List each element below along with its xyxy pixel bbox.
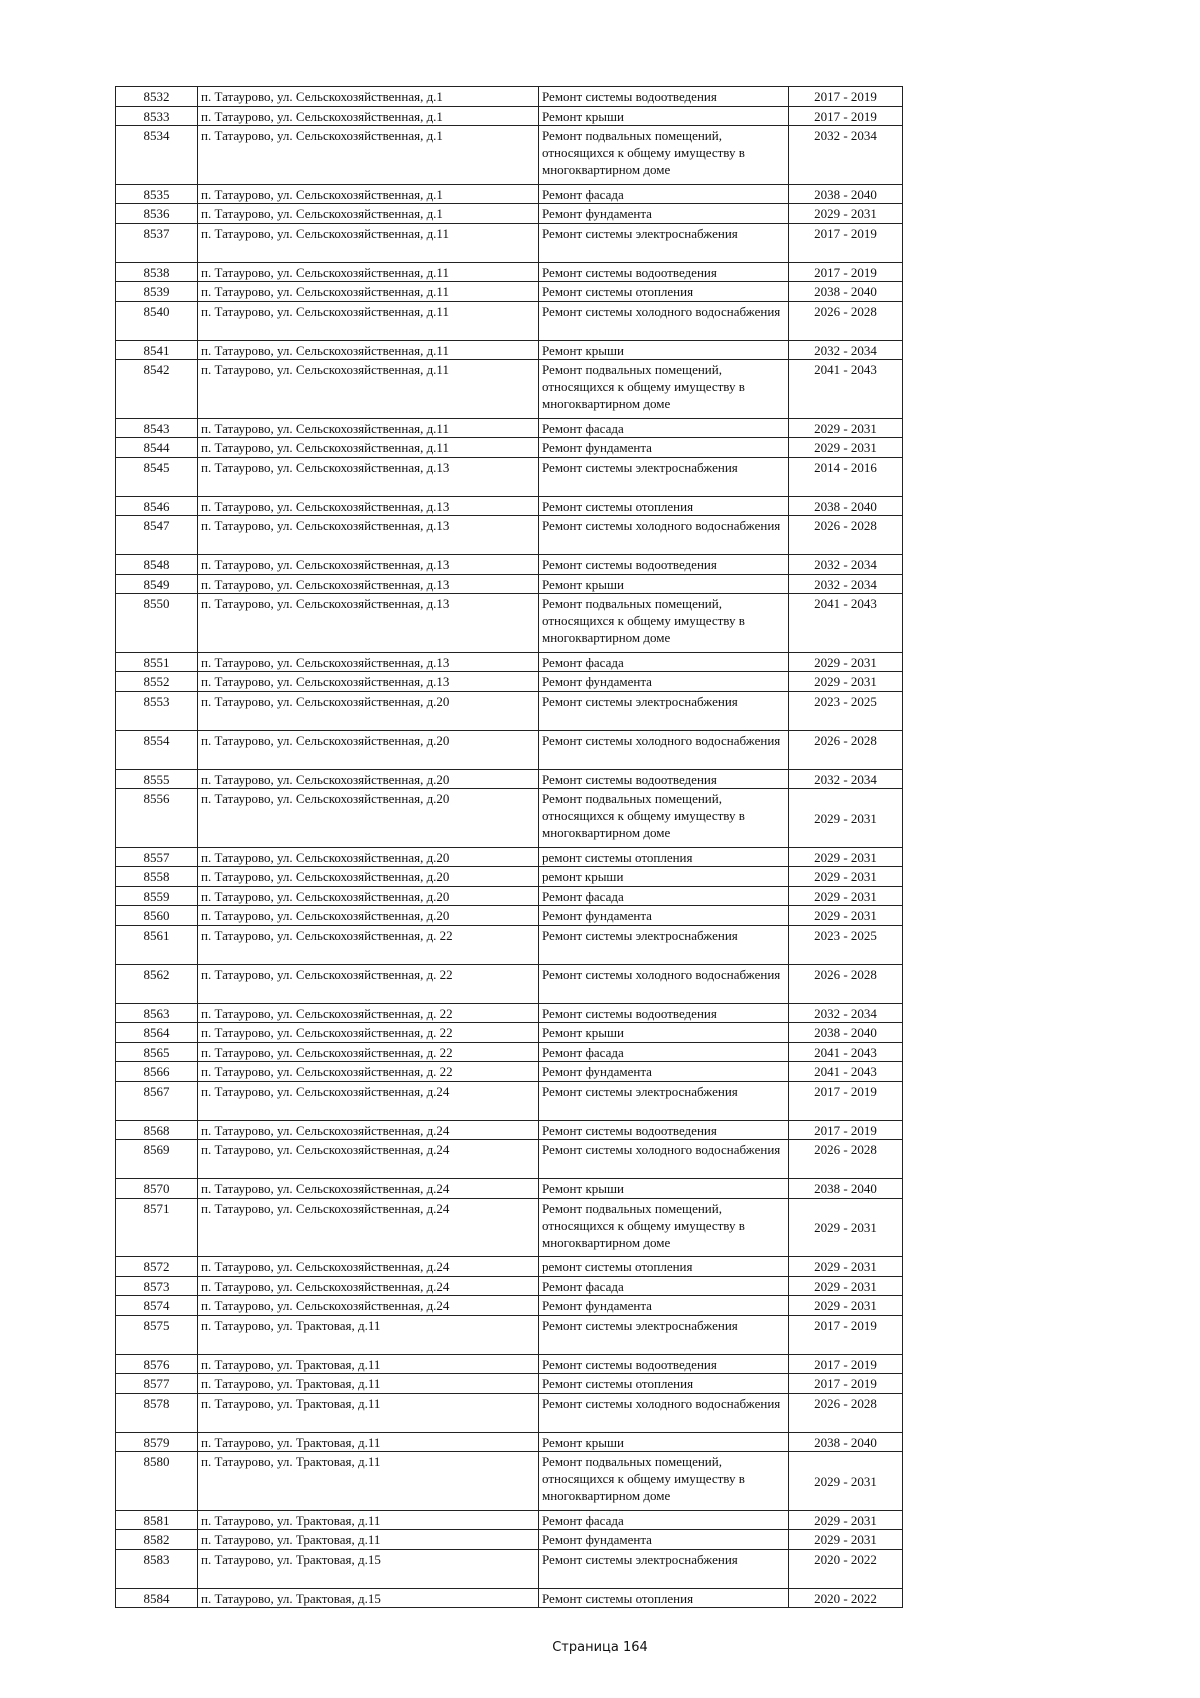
row-number-cell: 8538 bbox=[116, 262, 198, 282]
table-row bbox=[116, 1530, 903, 1550]
address-cell: п. Татаурово, ул. Трактовая, д.11 bbox=[198, 1374, 539, 1394]
period-cell: 2026 - 2028 bbox=[789, 301, 903, 340]
work-type-cell: Ремонт фасада bbox=[539, 1276, 789, 1296]
work-type-cell: Ремонт подвальных помещений, относящихся к общему имуществу в многоквартирном доме bbox=[539, 594, 789, 653]
work-type-cell: Ремонт системы водоотведения bbox=[539, 262, 789, 282]
row-number-cell: 8558 bbox=[116, 867, 198, 887]
work-type-cell: Ремонт крыши bbox=[539, 1432, 789, 1452]
work-type-cell: Ремонт подвальных помещений, относящихся к общему имуществу в многоквартирном доме bbox=[539, 789, 789, 848]
period-cell: 2029 - 2031 bbox=[789, 1296, 903, 1316]
address-cell: п. Татаурово, ул. Трактовая, д.11 bbox=[198, 1315, 539, 1354]
period-cell: 2017 - 2019 bbox=[789, 1081, 903, 1120]
work-type-cell: Ремонт фасада bbox=[539, 418, 789, 438]
work-type-cell: Ремонт системы холодного водоснабжения bbox=[539, 964, 789, 1003]
table-row bbox=[116, 516, 903, 555]
table-row bbox=[116, 1432, 903, 1452]
table-row bbox=[116, 555, 903, 575]
address-cell: п. Татаурово, ул. Сельскохозяйственная, д. 22 bbox=[198, 1003, 539, 1023]
row-number-cell: 8569 bbox=[116, 1140, 198, 1179]
work-type-cell: Ремонт фундамента bbox=[539, 438, 789, 458]
table-row bbox=[116, 418, 903, 438]
period-cell: 2029 - 2031 bbox=[789, 1276, 903, 1296]
row-number-cell: 8562 bbox=[116, 964, 198, 1003]
address-cell: п. Татаурово, ул. Сельскохозяйственная, д.11 bbox=[198, 360, 539, 419]
row-number-cell: 8547 bbox=[116, 516, 198, 555]
row-number-cell: 8583 bbox=[116, 1549, 198, 1588]
row-number-cell: 8533 bbox=[116, 106, 198, 126]
address-cell: п. Татаурово, ул. Сельскохозяйственная, д. 22 bbox=[198, 925, 539, 964]
work-type-cell: Ремонт системы водоотведения bbox=[539, 555, 789, 575]
period-cell: 2029 - 2031 bbox=[789, 1452, 903, 1511]
table-row bbox=[116, 906, 903, 926]
address-cell: п. Татаурово, ул. Сельскохозяйственная, д.13 bbox=[198, 672, 539, 692]
period-cell: 2020 - 2022 bbox=[789, 1549, 903, 1588]
table-row bbox=[116, 87, 903, 107]
period-cell: 2017 - 2019 bbox=[789, 87, 903, 107]
row-number-cell: 8537 bbox=[116, 223, 198, 262]
address-cell: п. Татаурово, ул. Сельскохозяйственная, д.1 bbox=[198, 106, 539, 126]
work-type-cell: Ремонт системы водоотведения bbox=[539, 1120, 789, 1140]
table-row bbox=[116, 1393, 903, 1432]
period-cell: 2029 - 2031 bbox=[789, 438, 903, 458]
address-cell: п. Татаурово, ул. Сельскохозяйственная, д.13 bbox=[198, 457, 539, 496]
work-type-cell: Ремонт фундамента bbox=[539, 1530, 789, 1550]
table-row bbox=[116, 672, 903, 692]
work-type-cell: Ремонт крыши bbox=[539, 1179, 789, 1199]
work-type-cell: Ремонт системы водоотведения bbox=[539, 1354, 789, 1374]
table-row bbox=[116, 867, 903, 887]
work-type-cell: Ремонт системы холодного водоснабжения bbox=[539, 516, 789, 555]
work-type-cell: Ремонт системы электроснабжения bbox=[539, 1549, 789, 1588]
work-type-cell: Ремонт фасада bbox=[539, 1042, 789, 1062]
address-cell: п. Татаурово, ул. Сельскохозяйственная, д.1 bbox=[198, 87, 539, 107]
period-cell: 2029 - 2031 bbox=[789, 1198, 903, 1257]
address-cell: п. Татаурово, ул. Сельскохозяйственная, д.1 bbox=[198, 204, 539, 224]
table-row bbox=[116, 204, 903, 224]
row-number-cell: 8535 bbox=[116, 184, 198, 204]
period-cell: 2029 - 2031 bbox=[789, 1510, 903, 1530]
period-cell: 2041 - 2043 bbox=[789, 594, 903, 653]
work-type-cell: Ремонт подвальных помещений, относящихся к общему имуществу в многоквартирном доме bbox=[539, 360, 789, 419]
row-number-cell: 8540 bbox=[116, 301, 198, 340]
row-number-cell: 8555 bbox=[116, 769, 198, 789]
work-type-cell: Ремонт системы водоотведения bbox=[539, 1003, 789, 1023]
table-row bbox=[116, 847, 903, 867]
work-type-cell: ремонт системы отопления bbox=[539, 847, 789, 867]
table-body bbox=[116, 87, 903, 1608]
period-cell: 2029 - 2031 bbox=[789, 1530, 903, 1550]
row-number-cell: 8567 bbox=[116, 1081, 198, 1120]
table-row bbox=[116, 574, 903, 594]
table-row bbox=[116, 1023, 903, 1043]
address-cell: п. Татаурово, ул. Сельскохозяйственная, д.20 bbox=[198, 906, 539, 926]
work-type-cell: Ремонт фундамента bbox=[539, 672, 789, 692]
address-cell: п. Татаурово, ул. Сельскохозяйственная, д.11 bbox=[198, 438, 539, 458]
row-number-cell: 8568 bbox=[116, 1120, 198, 1140]
row-number-cell: 8539 bbox=[116, 282, 198, 302]
row-number-cell: 8552 bbox=[116, 672, 198, 692]
address-cell: п. Татаурово, ул. Сельскохозяйственная, д.20 bbox=[198, 789, 539, 848]
row-number-cell: 8544 bbox=[116, 438, 198, 458]
period-cell: 2038 - 2040 bbox=[789, 184, 903, 204]
table-row bbox=[116, 126, 903, 185]
row-number-cell: 8543 bbox=[116, 418, 198, 438]
work-type-cell: Ремонт подвальных помещений, относящихся к общему имуществу в многоквартирном доме bbox=[539, 1452, 789, 1511]
period-cell: 2020 - 2022 bbox=[789, 1588, 903, 1608]
table-row bbox=[116, 691, 903, 730]
work-type-cell: Ремонт фасада bbox=[539, 184, 789, 204]
work-type-cell: Ремонт фундамента bbox=[539, 204, 789, 224]
address-cell: п. Татаурово, ул. Трактовая, д.11 bbox=[198, 1354, 539, 1374]
row-number-cell: 8559 bbox=[116, 886, 198, 906]
address-cell: п. Татаурово, ул. Сельскохозяйственная, д.1 bbox=[198, 126, 539, 185]
work-type-cell: Ремонт системы электроснабжения bbox=[539, 223, 789, 262]
period-cell: 2017 - 2019 bbox=[789, 106, 903, 126]
table-row bbox=[116, 594, 903, 653]
row-number-cell: 8560 bbox=[116, 906, 198, 926]
address-cell: п. Татаурово, ул. Сельскохозяйственная, д.11 bbox=[198, 340, 539, 360]
address-cell: п. Татаурово, ул. Сельскохозяйственная, д.24 bbox=[198, 1140, 539, 1179]
table-row bbox=[116, 457, 903, 496]
address-cell: п. Татаурово, ул. Сельскохозяйственная, д.13 bbox=[198, 594, 539, 653]
table-row bbox=[116, 1062, 903, 1082]
period-cell: 2029 - 2031 bbox=[789, 906, 903, 926]
period-cell: 2029 - 2031 bbox=[789, 847, 903, 867]
row-number-cell: 8577 bbox=[116, 1374, 198, 1394]
address-cell: п. Татаурово, ул. Сельскохозяйственная, д.13 bbox=[198, 516, 539, 555]
repair-schedule-table bbox=[115, 86, 903, 1608]
address-cell: п. Татаурово, ул. Трактовая, д.11 bbox=[198, 1393, 539, 1432]
period-cell: 2026 - 2028 bbox=[789, 516, 903, 555]
period-cell: 2023 - 2025 bbox=[789, 925, 903, 964]
work-type-cell: ремонт крыши bbox=[539, 867, 789, 887]
table-row bbox=[116, 184, 903, 204]
address-cell: п. Татаурово, ул. Сельскохозяйственная, д.11 bbox=[198, 301, 539, 340]
row-number-cell: 8576 bbox=[116, 1354, 198, 1374]
row-number-cell: 8561 bbox=[116, 925, 198, 964]
table-row bbox=[116, 1257, 903, 1277]
address-cell: п. Татаурово, ул. Сельскохозяйственная, д. 22 bbox=[198, 1042, 539, 1062]
row-number-cell: 8556 bbox=[116, 789, 198, 848]
address-cell: п. Татаурово, ул. Сельскохозяйственная, д.20 bbox=[198, 769, 539, 789]
row-number-cell: 8571 bbox=[116, 1198, 198, 1257]
table-row bbox=[116, 360, 903, 419]
work-type-cell: Ремонт системы холодного водоснабжения bbox=[539, 1140, 789, 1179]
table-row bbox=[116, 106, 903, 126]
work-type-cell: Ремонт крыши bbox=[539, 574, 789, 594]
address-cell: п. Татаурово, ул. Трактовая, д.15 bbox=[198, 1588, 539, 1608]
work-type-cell: Ремонт крыши bbox=[539, 106, 789, 126]
table-row bbox=[116, 340, 903, 360]
table-row bbox=[116, 282, 903, 302]
work-type-cell: Ремонт системы отопления bbox=[539, 282, 789, 302]
period-cell: 2038 - 2040 bbox=[789, 1023, 903, 1043]
table-row bbox=[116, 1276, 903, 1296]
work-type-cell: Ремонт фасада bbox=[539, 652, 789, 672]
address-cell: п. Татаурово, ул. Трактовая, д.11 bbox=[198, 1530, 539, 1550]
period-cell: 2029 - 2031 bbox=[789, 418, 903, 438]
work-type-cell: Ремонт системы отопления bbox=[539, 496, 789, 516]
period-cell: 2041 - 2043 bbox=[789, 1042, 903, 1062]
period-cell: 2032 - 2034 bbox=[789, 574, 903, 594]
period-cell: 2017 - 2019 bbox=[789, 1315, 903, 1354]
table-row bbox=[116, 789, 903, 848]
table-row bbox=[116, 1120, 903, 1140]
address-cell: п. Татаурово, ул. Сельскохозяйственная, д.11 bbox=[198, 262, 539, 282]
table-row bbox=[116, 886, 903, 906]
address-cell: п. Татаурово, ул. Сельскохозяйственная, д.13 bbox=[198, 496, 539, 516]
work-type-cell: Ремонт системы водоотведения bbox=[539, 87, 789, 107]
table-row bbox=[116, 1374, 903, 1394]
row-number-cell: 8573 bbox=[116, 1276, 198, 1296]
address-cell: п. Татаурово, ул. Сельскохозяйственная, д.11 bbox=[198, 418, 539, 438]
table-row bbox=[116, 1179, 903, 1199]
row-number-cell: 8554 bbox=[116, 730, 198, 769]
address-cell: п. Татаурово, ул. Сельскохозяйственная, д.20 bbox=[198, 691, 539, 730]
work-type-cell: Ремонт крыши bbox=[539, 1023, 789, 1043]
row-number-cell: 8550 bbox=[116, 594, 198, 653]
row-number-cell: 8553 bbox=[116, 691, 198, 730]
table-row bbox=[116, 496, 903, 516]
work-type-cell: Ремонт системы холодного водоснабжения bbox=[539, 301, 789, 340]
table-row bbox=[116, 438, 903, 458]
period-cell: 2023 - 2025 bbox=[789, 691, 903, 730]
address-cell: п. Татаурово, ул. Трактовая, д.11 bbox=[198, 1510, 539, 1530]
period-cell: 2026 - 2028 bbox=[789, 964, 903, 1003]
work-type-cell: Ремонт фасада bbox=[539, 886, 789, 906]
table-row bbox=[116, 1315, 903, 1354]
period-cell: 2029 - 2031 bbox=[789, 867, 903, 887]
period-cell: 2041 - 2043 bbox=[789, 360, 903, 419]
work-type-cell: Ремонт системы водоотведения bbox=[539, 769, 789, 789]
work-type-cell: Ремонт системы холодного водоснабжения bbox=[539, 730, 789, 769]
row-number-cell: 8582 bbox=[116, 1530, 198, 1550]
row-number-cell: 8578 bbox=[116, 1393, 198, 1432]
work-type-cell: Ремонт системы электроснабжения bbox=[539, 457, 789, 496]
work-type-cell: Ремонт подвальных помещений, относящихся к общему имуществу в многоквартирном доме bbox=[539, 126, 789, 185]
address-cell: п. Татаурово, ул. Сельскохозяйственная, д.13 bbox=[198, 652, 539, 672]
period-cell: 2029 - 2031 bbox=[789, 789, 903, 848]
address-cell: п. Татаурово, ул. Сельскохозяйственная, д.24 bbox=[198, 1081, 539, 1120]
address-cell: п. Татаурово, ул. Сельскохозяйственная, д.24 bbox=[198, 1198, 539, 1257]
page-number: Страница 164 bbox=[552, 1640, 648, 1655]
row-number-cell: 8542 bbox=[116, 360, 198, 419]
table-row bbox=[116, 964, 903, 1003]
row-number-cell: 8557 bbox=[116, 847, 198, 867]
work-type-cell: Ремонт системы электроснабжения bbox=[539, 1081, 789, 1120]
table-row bbox=[116, 1549, 903, 1588]
address-cell: п. Татаурово, ул. Сельскохозяйственная, д.24 bbox=[198, 1296, 539, 1316]
table-row bbox=[116, 925, 903, 964]
table-row bbox=[116, 1296, 903, 1316]
row-number-cell: 8579 bbox=[116, 1432, 198, 1452]
period-cell: 2017 - 2019 bbox=[789, 262, 903, 282]
table-row bbox=[116, 652, 903, 672]
address-cell: п. Татаурово, ул. Сельскохозяйственная, д.20 bbox=[198, 886, 539, 906]
row-number-cell: 8549 bbox=[116, 574, 198, 594]
row-number-cell: 8584 bbox=[116, 1588, 198, 1608]
row-number-cell: 8548 bbox=[116, 555, 198, 575]
period-cell: 2029 - 2031 bbox=[789, 652, 903, 672]
period-cell: 2029 - 2031 bbox=[789, 672, 903, 692]
address-cell: п. Татаурово, ул. Сельскохозяйственная, д.11 bbox=[198, 282, 539, 302]
period-cell: 2029 - 2031 bbox=[789, 1257, 903, 1277]
row-number-cell: 8580 bbox=[116, 1452, 198, 1511]
work-type-cell: Ремонт системы электроснабжения bbox=[539, 925, 789, 964]
work-type-cell: Ремонт фундамента bbox=[539, 906, 789, 926]
table-row bbox=[116, 1081, 903, 1120]
table-row bbox=[116, 769, 903, 789]
period-cell: 2038 - 2040 bbox=[789, 496, 903, 516]
work-type-cell: Ремонт системы электроснабжения bbox=[539, 1315, 789, 1354]
work-type-cell: Ремонт крыши bbox=[539, 340, 789, 360]
address-cell: п. Татаурово, ул. Сельскохозяйственная, д.20 bbox=[198, 730, 539, 769]
period-cell: 2038 - 2040 bbox=[789, 1432, 903, 1452]
table-row bbox=[116, 1140, 903, 1179]
table-row bbox=[116, 262, 903, 282]
row-number-cell: 8564 bbox=[116, 1023, 198, 1043]
row-number-cell: 8551 bbox=[116, 652, 198, 672]
row-number-cell: 8534 bbox=[116, 126, 198, 185]
row-number-cell: 8536 bbox=[116, 204, 198, 224]
period-cell: 2026 - 2028 bbox=[789, 1140, 903, 1179]
table-row bbox=[116, 301, 903, 340]
period-cell: 2032 - 2034 bbox=[789, 126, 903, 185]
period-cell: 2026 - 2028 bbox=[789, 730, 903, 769]
address-cell: п. Татаурово, ул. Трактовая, д.11 bbox=[198, 1432, 539, 1452]
row-number-cell: 8532 bbox=[116, 87, 198, 107]
period-cell: 2017 - 2019 bbox=[789, 1120, 903, 1140]
period-cell: 2014 - 2016 bbox=[789, 457, 903, 496]
work-type-cell: Ремонт фундамента bbox=[539, 1062, 789, 1082]
work-type-cell: ремонт системы отопления bbox=[539, 1257, 789, 1277]
period-cell: 2017 - 2019 bbox=[789, 1374, 903, 1394]
row-number-cell: 8545 bbox=[116, 457, 198, 496]
row-number-cell: 8563 bbox=[116, 1003, 198, 1023]
period-cell: 2032 - 2034 bbox=[789, 555, 903, 575]
period-cell: 2038 - 2040 bbox=[789, 1179, 903, 1199]
period-cell: 2032 - 2034 bbox=[789, 340, 903, 360]
row-number-cell: 8566 bbox=[116, 1062, 198, 1082]
address-cell: п. Татаурово, ул. Сельскохозяйственная, д.24 bbox=[198, 1276, 539, 1296]
row-number-cell: 8565 bbox=[116, 1042, 198, 1062]
row-number-cell: 8541 bbox=[116, 340, 198, 360]
address-cell: п. Татаурово, ул. Сельскохозяйственная, д. 22 bbox=[198, 964, 539, 1003]
table-row bbox=[116, 223, 903, 262]
period-cell: 2032 - 2034 bbox=[789, 769, 903, 789]
table-row bbox=[116, 730, 903, 769]
address-cell: п. Татаурово, ул. Сельскохозяйственная, д.11 bbox=[198, 223, 539, 262]
address-cell: п. Татаурово, ул. Сельскохозяйственная, д.24 bbox=[198, 1179, 539, 1199]
work-type-cell: Ремонт фундамента bbox=[539, 1296, 789, 1316]
period-cell: 2032 - 2034 bbox=[789, 1003, 903, 1023]
row-number-cell: 8575 bbox=[116, 1315, 198, 1354]
row-number-cell: 8572 bbox=[116, 1257, 198, 1277]
address-cell: п. Татаурово, ул. Сельскохозяйственная, д.20 bbox=[198, 867, 539, 887]
work-type-cell: Ремонт системы отопления bbox=[539, 1588, 789, 1608]
table-row bbox=[116, 1042, 903, 1062]
period-cell: 2029 - 2031 bbox=[789, 886, 903, 906]
period-cell: 2041 - 2043 bbox=[789, 1062, 903, 1082]
table-row bbox=[116, 1510, 903, 1530]
work-type-cell: Ремонт подвальных помещений, относящихся к общему имуществу в многоквартирном доме bbox=[539, 1198, 789, 1257]
table-row bbox=[116, 1354, 903, 1374]
row-number-cell: 8546 bbox=[116, 496, 198, 516]
work-type-cell: Ремонт фасада bbox=[539, 1510, 789, 1530]
table-row bbox=[116, 1588, 903, 1608]
period-cell: 2026 - 2028 bbox=[789, 1393, 903, 1432]
period-cell: 2017 - 2019 bbox=[789, 223, 903, 262]
period-cell: 2038 - 2040 bbox=[789, 282, 903, 302]
table-row bbox=[116, 1003, 903, 1023]
period-cell: 2017 - 2019 bbox=[789, 1354, 903, 1374]
address-cell: п. Татаурово, ул. Сельскохозяйственная, д.13 bbox=[198, 555, 539, 575]
row-number-cell: 8581 bbox=[116, 1510, 198, 1530]
address-cell: п. Татаурово, ул. Сельскохозяйственная, д.24 bbox=[198, 1257, 539, 1277]
address-cell: п. Татаурово, ул. Сельскохозяйственная, д.20 bbox=[198, 847, 539, 867]
table-row bbox=[116, 1198, 903, 1257]
address-cell: п. Татаурово, ул. Сельскохозяйственная, д. 22 bbox=[198, 1062, 539, 1082]
work-type-cell: Ремонт системы холодного водоснабжения bbox=[539, 1393, 789, 1432]
address-cell: п. Татаурово, ул. Сельскохозяйственная, д.24 bbox=[198, 1120, 539, 1140]
address-cell: п. Татаурово, ул. Трактовая, д.15 bbox=[198, 1549, 539, 1588]
work-type-cell: Ремонт системы отопления bbox=[539, 1374, 789, 1394]
address-cell: п. Татаурово, ул. Сельскохозяйственная, д. 22 bbox=[198, 1023, 539, 1043]
table-row bbox=[116, 1452, 903, 1511]
address-cell: п. Татаурово, ул. Трактовая, д.11 bbox=[198, 1452, 539, 1511]
row-number-cell: 8570 bbox=[116, 1179, 198, 1199]
row-number-cell: 8574 bbox=[116, 1296, 198, 1316]
period-cell: 2029 - 2031 bbox=[789, 204, 903, 224]
address-cell: п. Татаурово, ул. Сельскохозяйственная, д.1 bbox=[198, 184, 539, 204]
work-type-cell: Ремонт системы электроснабжения bbox=[539, 691, 789, 730]
address-cell: п. Татаурово, ул. Сельскохозяйственная, д.13 bbox=[198, 574, 539, 594]
